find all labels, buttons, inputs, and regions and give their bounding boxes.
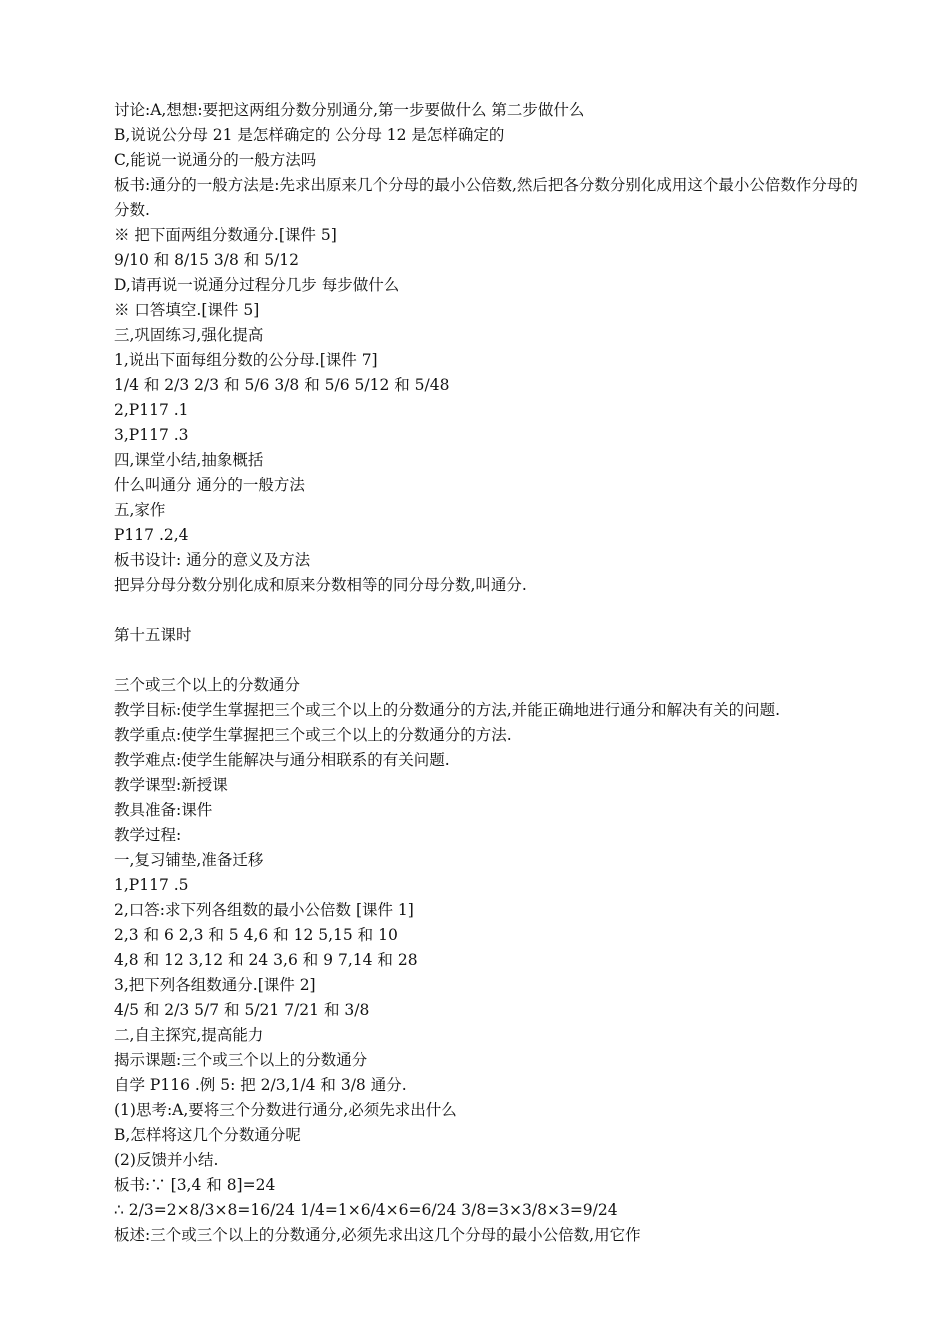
text-line: 2,口答:求下列各组数的最小公倍数 [课件 1]	[114, 901, 414, 919]
text-line: 教学重点:使学生掌握把三个或三个以上的分数通分的方法.	[114, 726, 512, 744]
text-line: (2)反馈并小结.	[114, 1151, 219, 1169]
text-line: 4,8 和 12 3,12 和 24 3,6 和 9 7,14 和 28	[114, 951, 418, 969]
section-heading: 五,家作	[114, 501, 166, 519]
text-line: C,能说一说通分的一般方法吗	[114, 151, 317, 169]
text-line: 9/10 和 8/15 3/8 和 5/12	[114, 251, 300, 269]
text-line: 自学 P116 .例 5: 把 2/3,1/4 和 3/8 通分.	[114, 1076, 407, 1094]
text-line: 2,P117 .1	[114, 401, 189, 419]
text-line: 什么叫通分 通分的一般方法	[114, 476, 305, 494]
text-line: 教学目标:使学生掌握把三个或三个以上的分数通分的方法,并能正确地进行通分和解决有关的问题.	[114, 701, 781, 719]
text-line: 教具准备:课件	[114, 801, 213, 819]
text-line: B,怎样将这几个分数通分呢	[114, 1126, 301, 1144]
text-line: 4/5 和 2/3 5/7 和 5/21 7/21 和 3/8	[114, 1001, 370, 1019]
text-line: B,说说公分母 21 是怎样确定的 公分母 12 是怎样确定的	[114, 126, 505, 144]
text-line: 3,P117 .3	[114, 426, 189, 444]
text-line: 1/4 和 2/3 2/3 和 5/6 3/8 和 5/6 5/12 和 5/48	[114, 376, 450, 394]
text-line: 把异分母分数分别化成和原来分数相等的同分母分数,叫通分.	[114, 576, 527, 594]
text-line: (1)思考:A,要将三个分数进行通分,必须先求出什么	[114, 1101, 457, 1119]
text-line: 3,把下列各组数通分.[课件 2]	[114, 976, 316, 994]
blank-line	[114, 598, 864, 623]
section-heading: 四,课堂小结,抽象概括	[114, 451, 264, 469]
text-line: 讨论:A,想想:要把这两组分数分别通分,第一步要做什么 第二步做什么	[114, 101, 585, 119]
blank-line	[114, 648, 864, 673]
text-line: ※ 口答填空.[课件 5]	[114, 301, 260, 319]
text-line: ∴ 2/3=2×8/3×8=16/24 1/4=1×6/4×6=6/24 3/8=3×3/8×3=9/24	[114, 1201, 618, 1219]
text-line: P117 .2,4	[114, 526, 189, 544]
text-line: 教学过程:	[114, 826, 182, 844]
text-line: 教学难点:使学生能解决与通分相联系的有关问题.	[114, 751, 450, 769]
text-line: 板书:∵ [3,4 和 8]=24	[114, 1176, 276, 1194]
text-line: 板述:三个或三个以上的分数通分,必须先求出这几个分母的最小公倍数,用它作	[114, 1226, 641, 1244]
text-line: 1,说出下面每组分数的公分母.[课件 7]	[114, 351, 378, 369]
text-line: 揭示课题:三个或三个以上的分数通分	[114, 1051, 368, 1069]
text-line: 1,P117 .5	[114, 876, 189, 894]
text-paragraph: 板书:通分的一般方法是:先求出原来几个分母的最小公倍数,然后把各分数分别化成用这个最小公倍数作分母的分数.	[114, 176, 858, 219]
lesson-title: 第十五课时	[114, 626, 192, 644]
section-heading: 二,自主探究,提高能力	[114, 1026, 264, 1044]
text-line: D,请再说一说通分过程分几步 每步做什么	[114, 276, 400, 294]
text-line: 2,3 和 6 2,3 和 5 4,6 和 12 5,15 和 10	[114, 926, 398, 944]
text-line: 教学课型:新授课	[114, 776, 228, 794]
text-line: ※ 把下面两组分数通分.[课件 5]	[114, 226, 337, 244]
section-heading: 一,复习铺垫,准备迁移	[114, 851, 264, 869]
section-heading: 三,巩固练习,强化提高	[114, 326, 264, 344]
lesson-topic: 三个或三个以上的分数通分	[114, 676, 301, 694]
text-line: 板书设计: 通分的意义及方法	[114, 551, 311, 569]
document-page	[114, 98, 864, 1248]
